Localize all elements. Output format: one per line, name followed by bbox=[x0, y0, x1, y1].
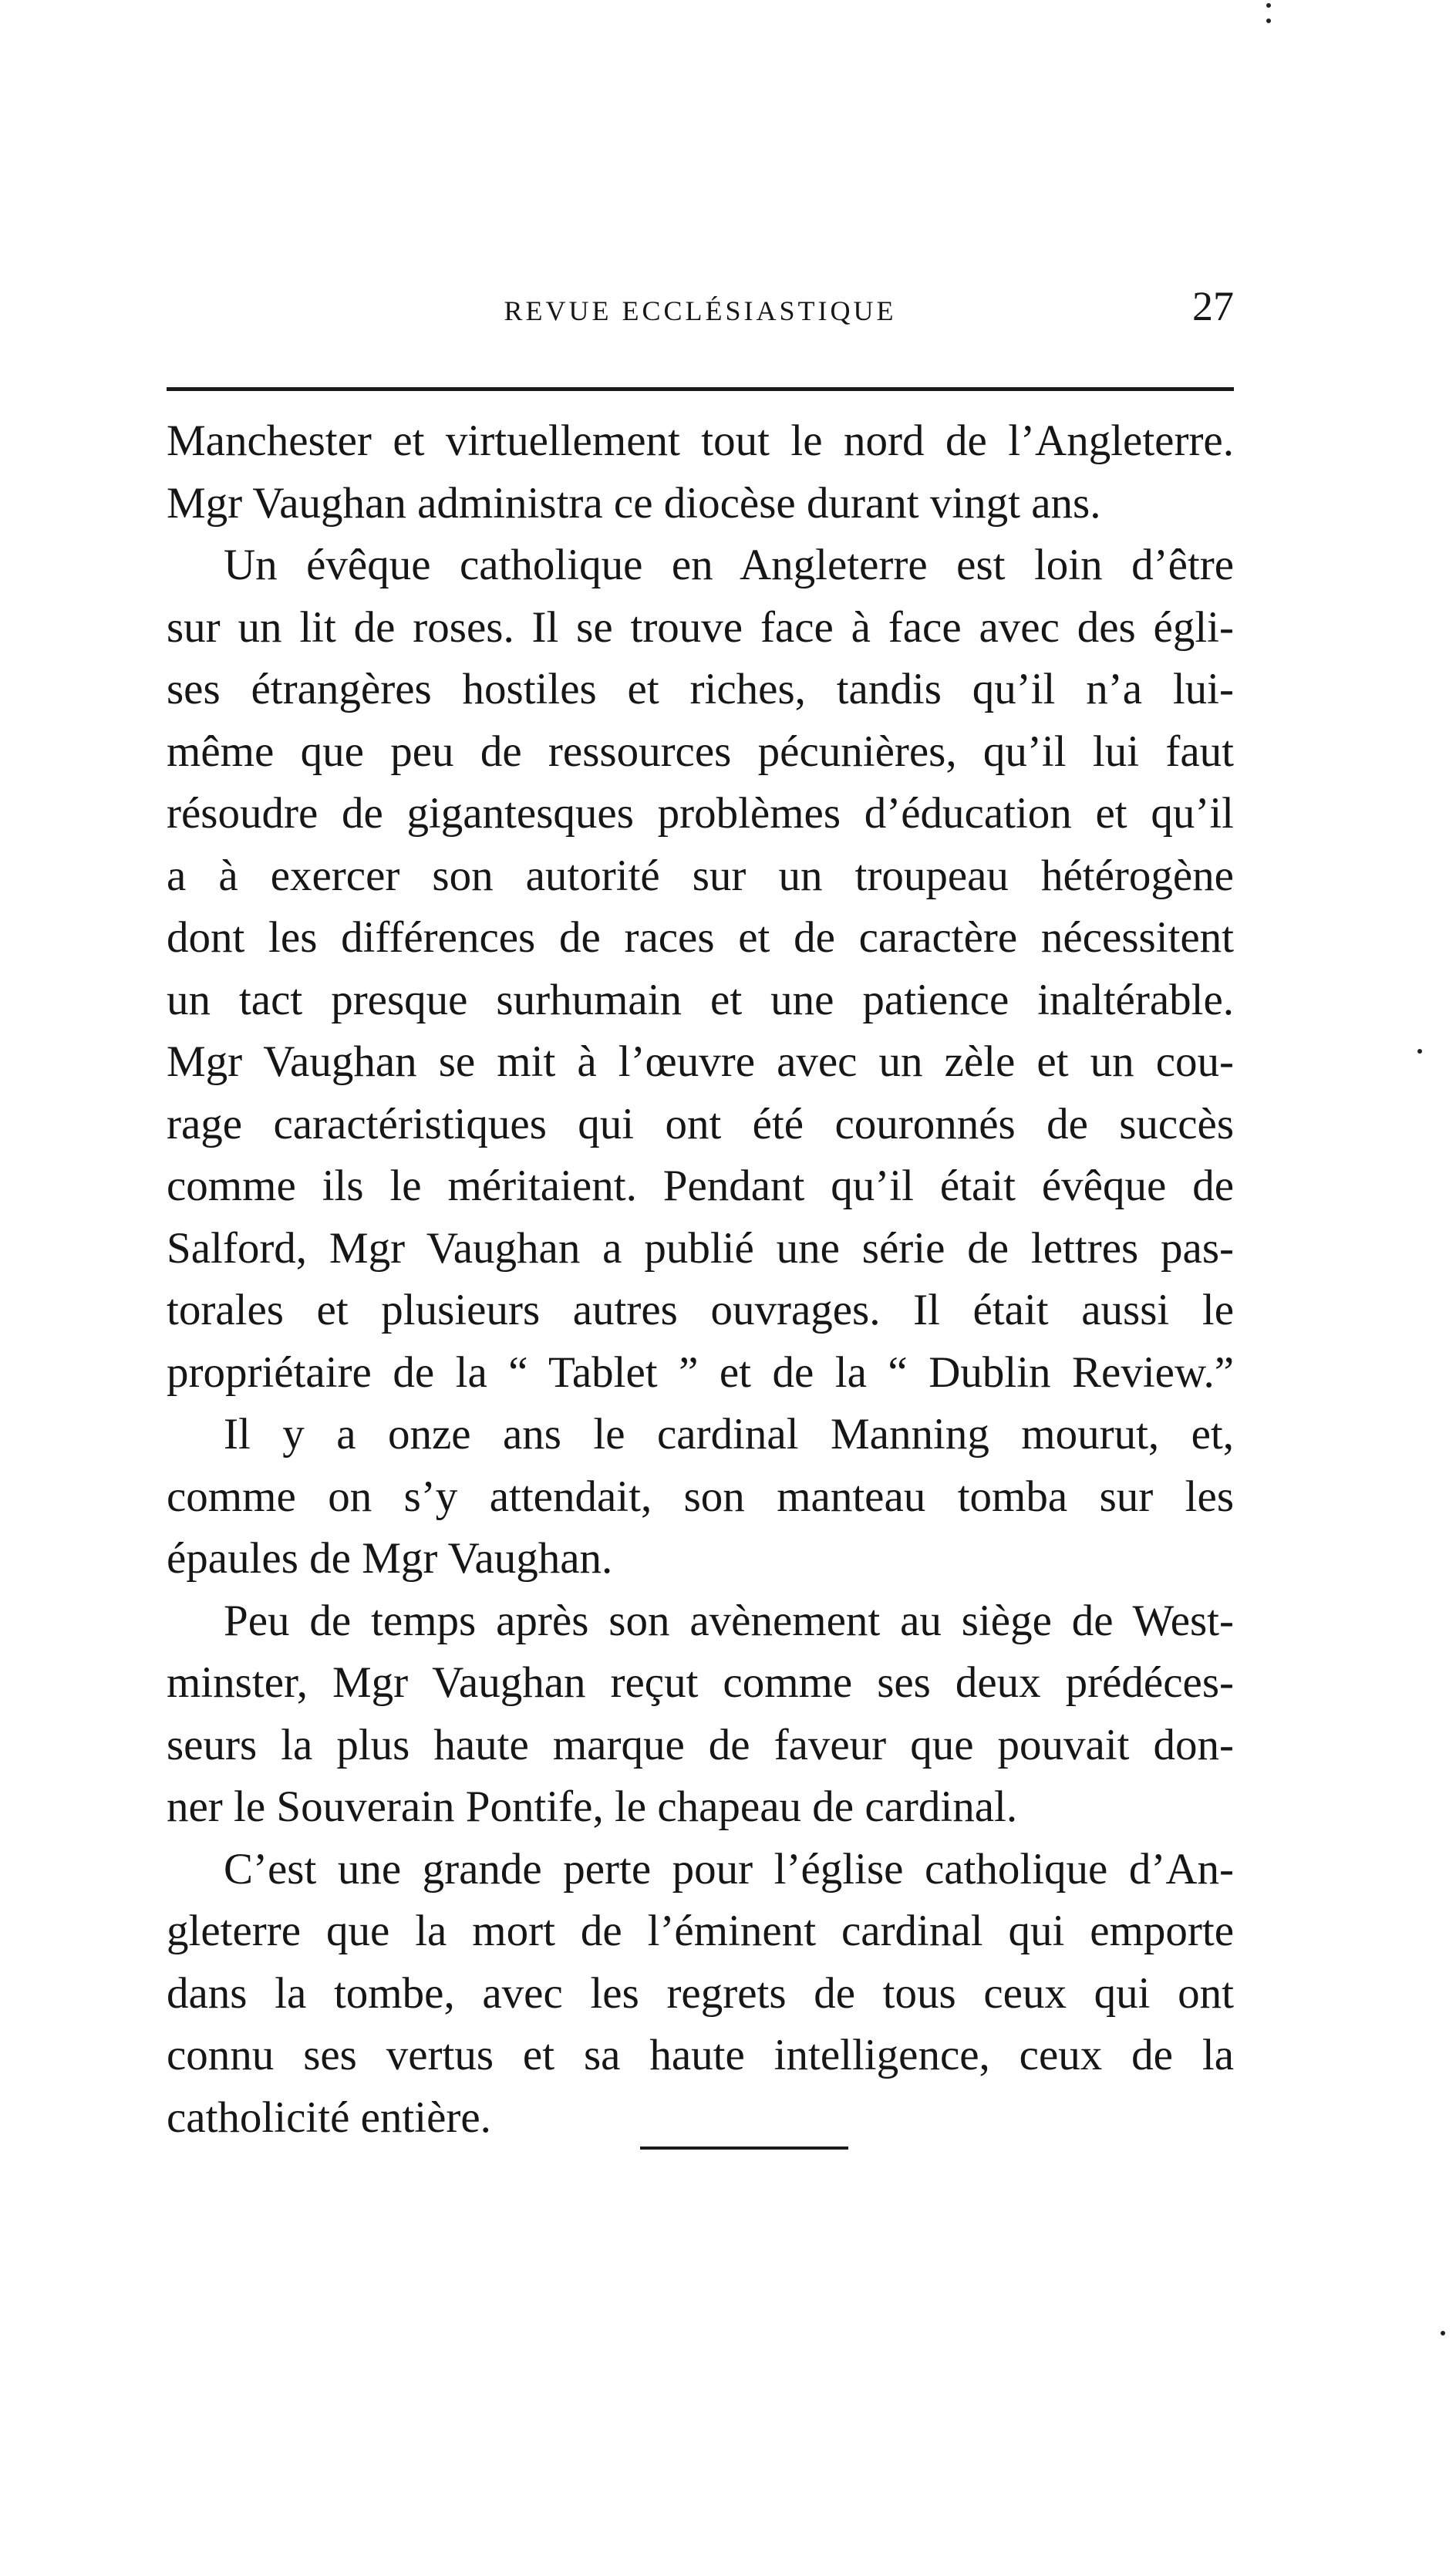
section-end-rule bbox=[640, 2147, 848, 2150]
text-line: épaules de Mgr Vaughan. bbox=[167, 1534, 613, 1583]
text-line: a à exercer son autorité sur un troupeau hétérogène bbox=[167, 851, 1234, 900]
page-header bbox=[167, 278, 1234, 339]
text-line: Manchester et virtuellement tout le nord de l’Angleterre. bbox=[167, 416, 1234, 465]
text-line: C’est une grande perte pour l’église catholique d’An- bbox=[224, 1844, 1234, 1894]
text-line: Salford, Mgr Vaughan a publié une série de lettres pas- bbox=[167, 1223, 1234, 1273]
text-line: résoudre de gigantesques problèmes d’éducation et qu’il bbox=[167, 789, 1234, 838]
text-line: même que peu de ressources pécunières, qu’il lui faut bbox=[167, 727, 1234, 776]
text-line: sur un lit de roses. Il se trouve face à face avec des égli- bbox=[167, 602, 1234, 652]
margin-dot bbox=[1441, 2331, 1445, 2335]
text-line: dans la tombe, avec les regrets de tous ceux qui ont bbox=[167, 1968, 1234, 2018]
text-line: Il y a onze ans le cardinal Manning mourut, et, bbox=[224, 1410, 1234, 1459]
margin-mark bbox=[1266, 3, 1271, 34]
margin-dot bbox=[1417, 1049, 1422, 1054]
text-line: torales et plusieurs autres ouvrages. Il était aussi le bbox=[167, 1286, 1234, 1334]
header-rule bbox=[167, 387, 1234, 391]
text-line: propriétaire de la “ Tablet ” et de la “ Dublin Review.” bbox=[167, 1347, 1234, 1397]
text-line: comme on s’y attendait, son manteau tomba sur les bbox=[167, 1472, 1234, 1521]
body-text bbox=[167, 410, 1234, 2149]
text-line: comme ils le méritaient. Pendant qu’il était évêque de bbox=[167, 1162, 1234, 1210]
text-line: dont les différences de races et de caractère nécessitent bbox=[167, 913, 1234, 962]
text-line: connu ses vertus et sa haute intelligence, ceux de la bbox=[167, 2031, 1234, 2079]
text-line: ses étrangères hostiles et riches, tandis qu’il n’a lui- bbox=[167, 665, 1234, 713]
page-number: 27 bbox=[1192, 283, 1234, 329]
text-line: Mgr Vaughan se mit à l’œuvre avec un zèle et un cou- bbox=[167, 1037, 1234, 1086]
text-line: Peu de temps après son avènement au siège de West- bbox=[224, 1596, 1234, 1645]
text-line: catholicité entière. bbox=[167, 2093, 491, 2142]
text-line: seurs la plus haute marque de faveur que pouvait don- bbox=[167, 1720, 1234, 1769]
text-line: minster, Mgr Vaughan reçut comme ses deux prédéces- bbox=[167, 1658, 1234, 1707]
text-line: Un évêque catholique en Angleterre est loin d’être bbox=[224, 541, 1234, 589]
text-line: ner le Souverain Pontife, le chapeau de cardinal. bbox=[167, 1782, 1018, 1831]
text-line: Mgr Vaughan administra ce diocèse durant vingt ans. bbox=[167, 478, 1101, 528]
text-line: un tact presque surhumain et une patience inaltérable. bbox=[167, 975, 1234, 1024]
text-line: gleterre que la mort de l’éminent cardinal qui emporte bbox=[167, 1907, 1234, 1955]
text-line: rage caractéristiques qui ont été couronnés de succès bbox=[167, 1099, 1234, 1148]
running-title: REVUE ECCLÉSIASTIQUE bbox=[504, 295, 897, 326]
